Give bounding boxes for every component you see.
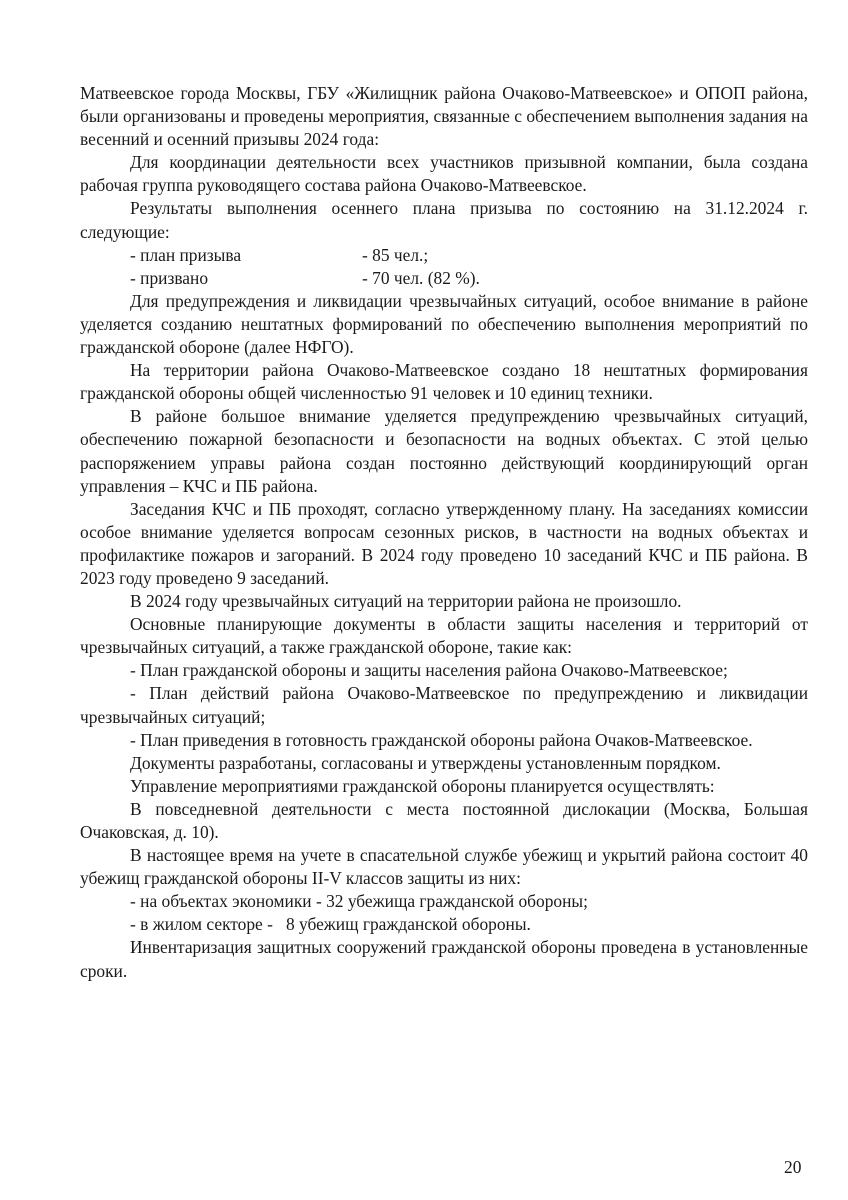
- list-item-economy-shelters: - на объектах экономики - 32 убежища гражданской обороны;: [130, 891, 588, 912]
- paragraph-no-emergencies: В 2024 году чрезвычайных ситуаций на территории района не произошло.: [130, 591, 682, 612]
- paragraph-nfgo: На территории района Очаково-Матвеевское создано 18 нештатных формирования гражданской обороны общей численностью 91 человек и 10 единиц техники.: [80, 360, 808, 404]
- paragraph-safety: В районе большое внимание уделяется предупреждению чрезвычайных ситуаций, обеспечению пожарной безопасности и безопасности на водных объектах. С этой целью распоряжением управы района создан постоянно действующий координирующий орган управления – КЧС и ПБ района.: [80, 406, 808, 496]
- paragraph-kchs-meetings: Заседания КЧС и ПБ проходят, согласно утвержденному плану. На заседаниях комиссии особое внимание уделяется вопросам сезонных рисков, в частности на водных объектах и профилактике пожаров и загораний. В 2024 году проведено 10 заседаний КЧС и ПБ района. В 2023 году проведено 9 заседаний.: [80, 498, 808, 588]
- paragraph-shelters: В настоящее время на учете в спасательной службе убежищ и укрытий района состоит 40 убежищ гражданской обороны II-V классов защиты из них:: [80, 845, 808, 889]
- list-item-readiness-plan: - План приведения в готовность гражданской обороны района Очаков-Матвеевское.: [130, 729, 753, 750]
- paragraph-documents-approved: Документы разработаны, согласованы и утверждены установленным порядком.: [130, 752, 721, 773]
- page-number: 20: [784, 1157, 802, 1177]
- paragraph-planning-documents: Основные планирующие документы в области защиты населения и территорий от чрезвычайных ситуаций, а также гражданской обороне, такие как:: [80, 614, 808, 658]
- list-item-action-plan: - План действий района Очаково-Матвеевское по предупреждению и ликвидации чрезвычайных ситуаций;: [80, 683, 808, 727]
- drafted-row: [80, 267, 808, 290]
- paragraph-working-group: Для координации деятельности всех участников призывной компании, была создана рабочая группа руководящего состава района Очаково-Матвеевское.: [80, 152, 808, 196]
- paragraph-emergency-prevention: Для предупреждения и ликвидации чрезвычайных ситуаций, особое внимание в районе уделяется созданию нештатных формирований по обеспечению выполнения мероприятий по гражданской обороне (далее НФГО).: [80, 290, 808, 358]
- paragraph-daily-location: В повседневной деятельности с места постоянной дислокации (Москва, Большая Очаковская, д. 10).: [80, 798, 808, 842]
- paragraph-intro: Матвеевское города Москвы, ГБУ «Жилищник района Очаково-Матвеевское» и ОПОП района, были организованы и проведены мероприятия, связанные с обеспечением выполнения задания на весенний и осенний призывы 2024 года:: [80, 83, 808, 150]
- draft-plan-row: [80, 244, 808, 267]
- draft-plan-value: - 85 чел.;: [362, 244, 429, 265]
- list-item-residential-shelters: - в жилом секторе - 8 убежищ гражданской обороны.: [130, 914, 531, 935]
- paragraph-management: Управление мероприятиями гражданской обороны планируется осуществлять:: [130, 775, 715, 796]
- drafted-value: - 70 чел. (82 %).: [362, 267, 480, 288]
- paragraph-inventory: Инвентаризация защитных сооружений гражданской обороны проведена в установленные сроки.: [80, 937, 808, 981]
- draft-plan-label: - план призыва: [130, 244, 242, 265]
- drafted-label: - призвано: [130, 267, 209, 288]
- document-body: [80, 82, 808, 983]
- paragraph-draft-results: Результаты выполнения осеннего плана призыва по состоянию на 31.12.2024 г. следующие:: [80, 198, 808, 242]
- list-item-civil-defense-plan: - План гражданской обороны и защиты населения района Очаково-Матвеевское;: [130, 660, 728, 681]
